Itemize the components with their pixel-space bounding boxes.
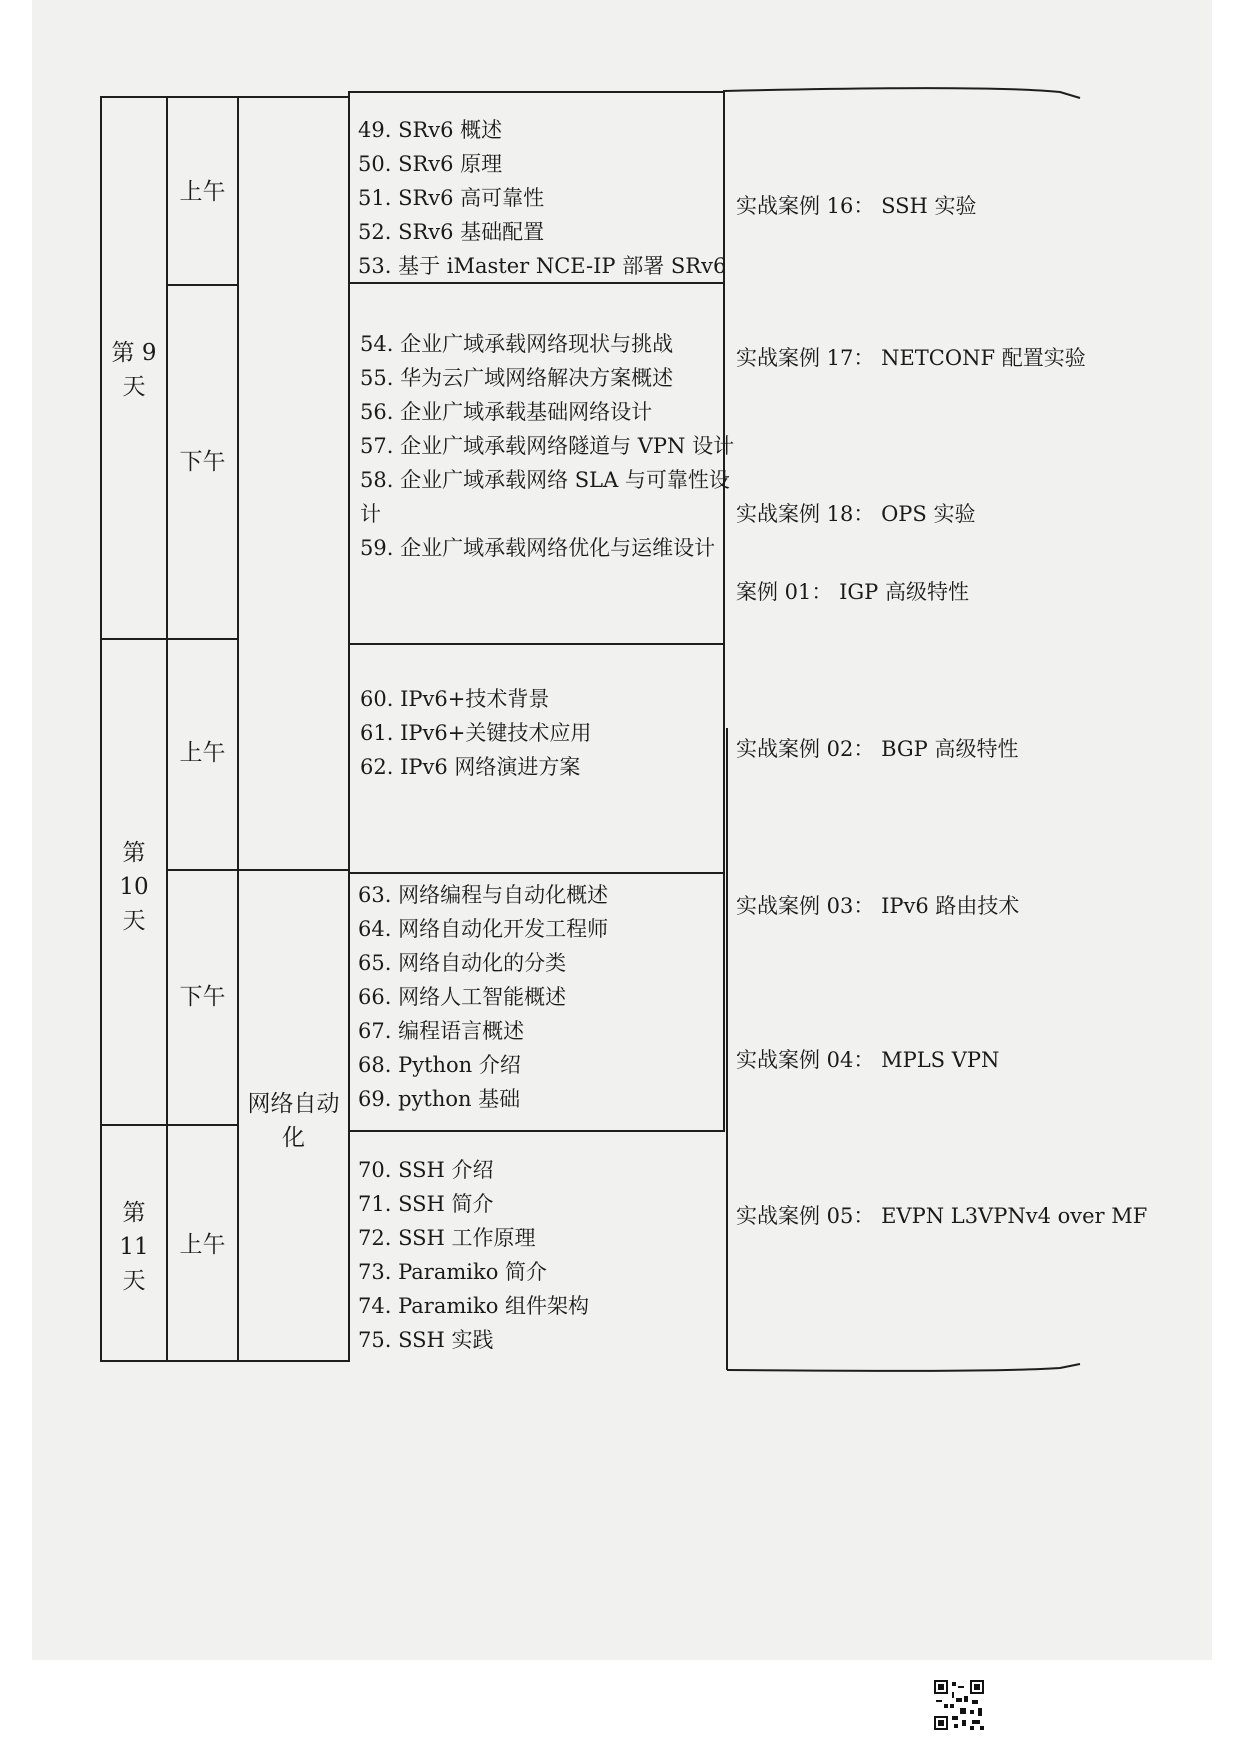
topic-item: 计 bbox=[360, 502, 381, 526]
case-04: 实战案例 04： MPLS VPN bbox=[736, 1048, 1000, 1072]
topic-item: 53. 基于 iMaster NCE-IP 部署 SRv6 bbox=[358, 254, 727, 278]
case-17: 实战案例 17： NETCONF 配置实验 bbox=[736, 346, 1086, 370]
topic-item: 60. IPv6+技术背景 bbox=[360, 687, 550, 711]
case-02: 实战案例 02： BGP 高级特性 bbox=[736, 737, 1019, 761]
day9-am-label: 上午 bbox=[179, 179, 226, 205]
topic-item: 69. python 基础 bbox=[358, 1087, 521, 1111]
topic-item: 74. Paramiko 组件架构 bbox=[358, 1294, 590, 1318]
topics-day11-am bbox=[358, 1153, 589, 1357]
topic-item: 75. SSH 实践 bbox=[358, 1328, 494, 1352]
day11-label: 第 11 天 bbox=[119, 1200, 149, 1294]
topic-item: 56. 企业广域承载基础网络设计 bbox=[360, 400, 653, 424]
topic-item: 71. SSH 简介 bbox=[358, 1192, 494, 1216]
topic-item: 68. Python 介绍 bbox=[358, 1053, 521, 1077]
topic-item: 57. 企业广域承载网络隧道与 VPN 设计 bbox=[360, 434, 735, 458]
topic-item: 49. SRv6 概述 bbox=[358, 118, 503, 142]
topic-item: 70. SSH 介绍 bbox=[358, 1158, 494, 1182]
case-05: 实战案例 05： EVPN L3VPNv4 over MF bbox=[736, 1204, 1148, 1228]
day10-am-label: 上午 bbox=[179, 740, 226, 766]
case-18: 实战案例 18： OPS 实验 bbox=[736, 502, 976, 526]
topic-item: 59. 企业广域承载网络优化与运维设计 bbox=[360, 536, 716, 560]
case-03: 实战案例 03： IPv6 路由技术 bbox=[736, 894, 1020, 918]
day10-pm-label: 下午 bbox=[179, 984, 226, 1010]
topic-item: 72. SSH 工作原理 bbox=[358, 1226, 536, 1250]
topics-day10-pm bbox=[358, 878, 608, 1116]
topics-day10-am bbox=[360, 682, 591, 784]
module-label: 网络自动 化 bbox=[247, 1091, 340, 1151]
topic-item: 62. IPv6 网络演进方案 bbox=[360, 755, 581, 779]
day10-label: 第 10 天 bbox=[119, 840, 149, 934]
day11-am-label: 上午 bbox=[179, 1232, 226, 1258]
topic-item: 61. IPv6+关键技术应用 bbox=[360, 721, 592, 745]
topic-item: 73. Paramiko 简介 bbox=[358, 1260, 548, 1284]
topic-item: 58. 企业广域承载网络 SLA 与可靠性设 bbox=[360, 468, 730, 492]
topic-item: 50. SRv6 原理 bbox=[358, 152, 503, 176]
qr-code-icon bbox=[932, 1678, 986, 1732]
topic-item: 63. 网络编程与自动化概述 bbox=[358, 883, 609, 907]
case-01: 案例 01： IGP 高级特性 bbox=[736, 580, 969, 604]
topic-item: 54. 企业广域承载网络现状与挑战 bbox=[360, 332, 674, 356]
topic-item: 65. 网络自动化的分类 bbox=[358, 951, 567, 975]
topic-item: 67. 编程语言概述 bbox=[358, 1019, 525, 1043]
day9-pm-label: 下午 bbox=[179, 449, 226, 475]
case-16: 实战案例 16： SSH 实验 bbox=[736, 194, 977, 218]
topics-day9-pm bbox=[360, 327, 734, 565]
topics-day9-am bbox=[358, 113, 726, 283]
topic-item: 52. SRv6 基础配置 bbox=[358, 220, 545, 244]
day9-label: 第 9 天 bbox=[111, 340, 157, 400]
topic-item: 66. 网络人工智能概述 bbox=[358, 985, 567, 1009]
topic-item: 55. 华为云广域网络解决方案概述 bbox=[360, 366, 674, 390]
topic-item: 51. SRv6 高可靠性 bbox=[358, 186, 545, 210]
topic-item: 64. 网络自动化开发工程师 bbox=[358, 917, 609, 941]
